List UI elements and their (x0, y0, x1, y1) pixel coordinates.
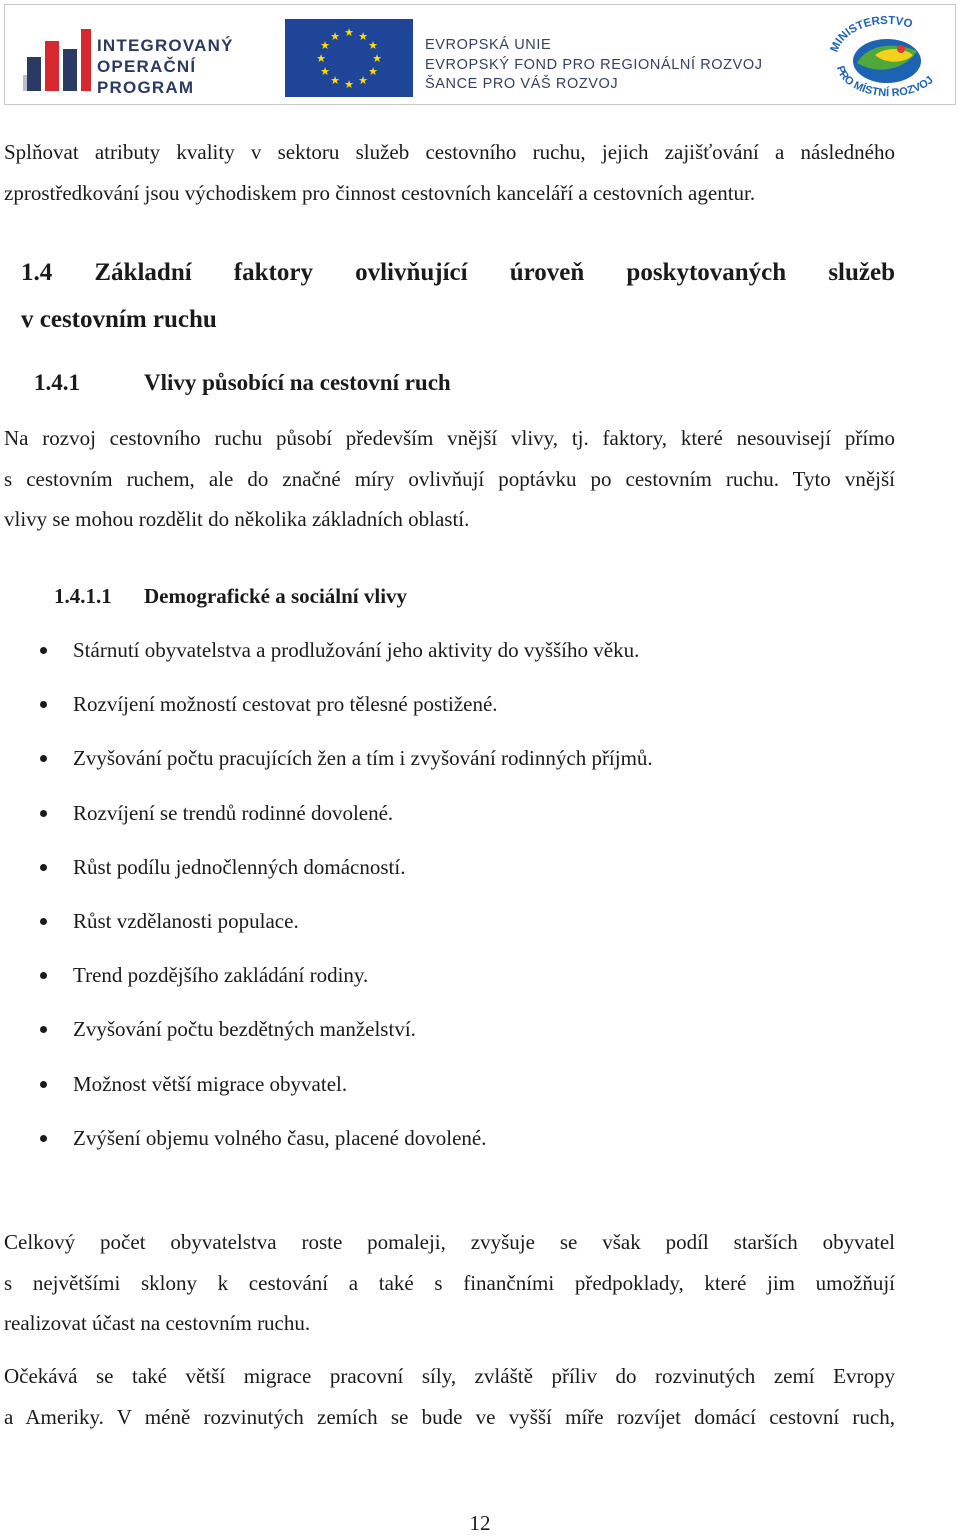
eu-stars-icon (285, 19, 413, 97)
eu-flag-icon (285, 19, 413, 97)
eu-line-1: EVROPSKÁ UNIE (425, 37, 552, 53)
svg-text:★: ★ (320, 65, 330, 78)
subsection-title: Vlivy působící na cestovní ruch (144, 370, 451, 395)
mmr-top-text: MINISTERSTVO (828, 15, 914, 55)
page-number: 12 (469, 1511, 491, 1535)
svg-text:★: ★ (320, 39, 330, 52)
bullet-icon (40, 647, 47, 654)
list-item (0, 795, 900, 849)
bullet-icon (40, 1135, 47, 1142)
section-heading-line-1: 1.4 Základní faktory ovlivňující úroveň poskytovaných služeb (21, 259, 895, 286)
list-item-text: Růst podílu jednočlenných domácností. (73, 854, 406, 879)
section-heading-line-2: v cestovním ruchu (21, 306, 217, 333)
svg-text:★: ★ (330, 74, 340, 87)
list-item (0, 740, 900, 794)
eu-line-2: EVROPSKÝ FOND PRO REGIONÁLNÍ ROZVOJ (425, 56, 763, 73)
list-item-text: Zvyšování počtu pracujících žen a tím i zvyšování rodinných příjmů. (73, 746, 653, 771)
iop-line-1: INTEGROVANÝ (97, 36, 234, 55)
bullet-icon (40, 1026, 47, 1033)
paragraph-1-line-1: Na rozvoj cestovního ruchu působí především vnější vlivy, tj. faktory, které nesouvisejí přímo (4, 426, 895, 450)
bullet-icon (40, 755, 47, 762)
bullet-icon (40, 1081, 47, 1088)
list-item (0, 903, 900, 957)
mmr-logo-icon (823, 15, 951, 99)
svg-text:★: ★ (358, 30, 368, 43)
intro-line-1: Splňovat atributy kvality v sektoru služeb cestovního ruchu, jejich zajišťování a následného (4, 140, 895, 164)
bullet-icon (40, 810, 47, 817)
eu-caption (425, 36, 763, 95)
list-item (0, 632, 900, 686)
paragraph-2 (4, 1222, 895, 1344)
paragraph-2-line-3: realizovat účast na cestovním ruchu. (4, 1311, 311, 1335)
svg-text:★: ★ (344, 78, 354, 91)
iop-line-2: OPERAČNÍ (97, 57, 197, 76)
paragraph-2-line-1: Celkový počet obyvatelstva roste pomaleji, zvyšuje se však podíl starších obyvatel (4, 1230, 895, 1254)
list-item (0, 1011, 900, 1065)
list-item (0, 849, 900, 903)
list-item-text: Stárnutí obyvatelstva a prodlužování jeho aktivity do vyššího věku. (73, 638, 640, 662)
bullet-icon (40, 864, 47, 871)
subsection-number: 1.4.1 (34, 370, 80, 395)
iop-wordmark (97, 35, 234, 98)
paragraph-3-line-2: a Ameriky. V méně rozvinutých zemích se bude ve vyšší míře rozvíjet domácí cestovní ruch, (4, 1404, 895, 1429)
list-item-text: Růst vzdělanosti populace. (73, 908, 299, 933)
list-item-text: Rozvíjení možností cestovat pro tělesné postižené. (73, 692, 498, 717)
subsection-heading (34, 365, 451, 401)
iop-logo (23, 21, 263, 95)
svg-text:★: ★ (358, 74, 368, 87)
eu-line-3: ŠANCE PRO VÁŠ ROZVOJ (425, 76, 619, 92)
list-item-text: Zvýšení objemu volného času, placené dovolené. (73, 1125, 487, 1150)
paragraph-1 (4, 418, 895, 540)
svg-text:★: ★ (316, 52, 326, 65)
bullet-icon (40, 918, 47, 925)
svg-text:★: ★ (368, 65, 378, 78)
bullet-icon (40, 972, 47, 979)
list-item (0, 686, 900, 740)
logo-banner (4, 4, 956, 105)
svg-text:★: ★ (368, 39, 378, 52)
list-item (0, 1066, 900, 1120)
bullet-icon (40, 701, 47, 708)
paragraph-3-line-1: Očekává se také větší migrace pracovní síly, zvláště příliv do rozvinutých zemí Evropy (4, 1364, 895, 1388)
paragraph-2-line-2: s největšími sklony k cestování a také s finančními předpoklady, které jim umožňují (4, 1270, 895, 1295)
subsubsection-heading (54, 580, 407, 612)
list-item-text: Zvyšování počtu bezdětných manželství. (73, 1017, 416, 1042)
list-item-text: Trend pozdějšího zakládání rodiny. (73, 963, 369, 988)
mmr-bottom-text: PRO MÍSTNÍ ROZVOJ (833, 64, 936, 99)
list-item (0, 1120, 900, 1174)
subsubsection-title: Demografické a sociální vlivy (144, 584, 408, 608)
paragraph-1-line-2: s cestovním ruchem, ale do značné míry ovlivňují poptávku po cestovním ruchu. Tyto vnější (4, 466, 895, 491)
list-item (0, 957, 900, 1011)
iop-line-3: PROGRAM (97, 78, 195, 97)
intro-line-2: zprostředkování jsou východiskem pro činnost cestovních kanceláří a cestovních agentur. (4, 180, 756, 205)
subsubsection-number: 1.4.1.1 (54, 584, 112, 608)
section-heading (21, 249, 895, 343)
intro-paragraph (4, 132, 895, 213)
svg-text:★: ★ (330, 30, 340, 43)
list-item-text: Rozvíjení se trendů rodinné dovolené. (73, 800, 394, 825)
list-item-text: Možnost větší migrace obyvatel. (73, 1071, 348, 1096)
demographic-factors-list (0, 632, 900, 1174)
paragraph-3 (4, 1356, 895, 1437)
svg-text:★: ★ (372, 52, 382, 65)
paragraph-1-line-3: vlivy se mohou rozdělit do několika základních oblastí. (4, 507, 470, 531)
svg-text:★: ★ (344, 26, 354, 39)
iop-bars-icon (23, 21, 93, 95)
